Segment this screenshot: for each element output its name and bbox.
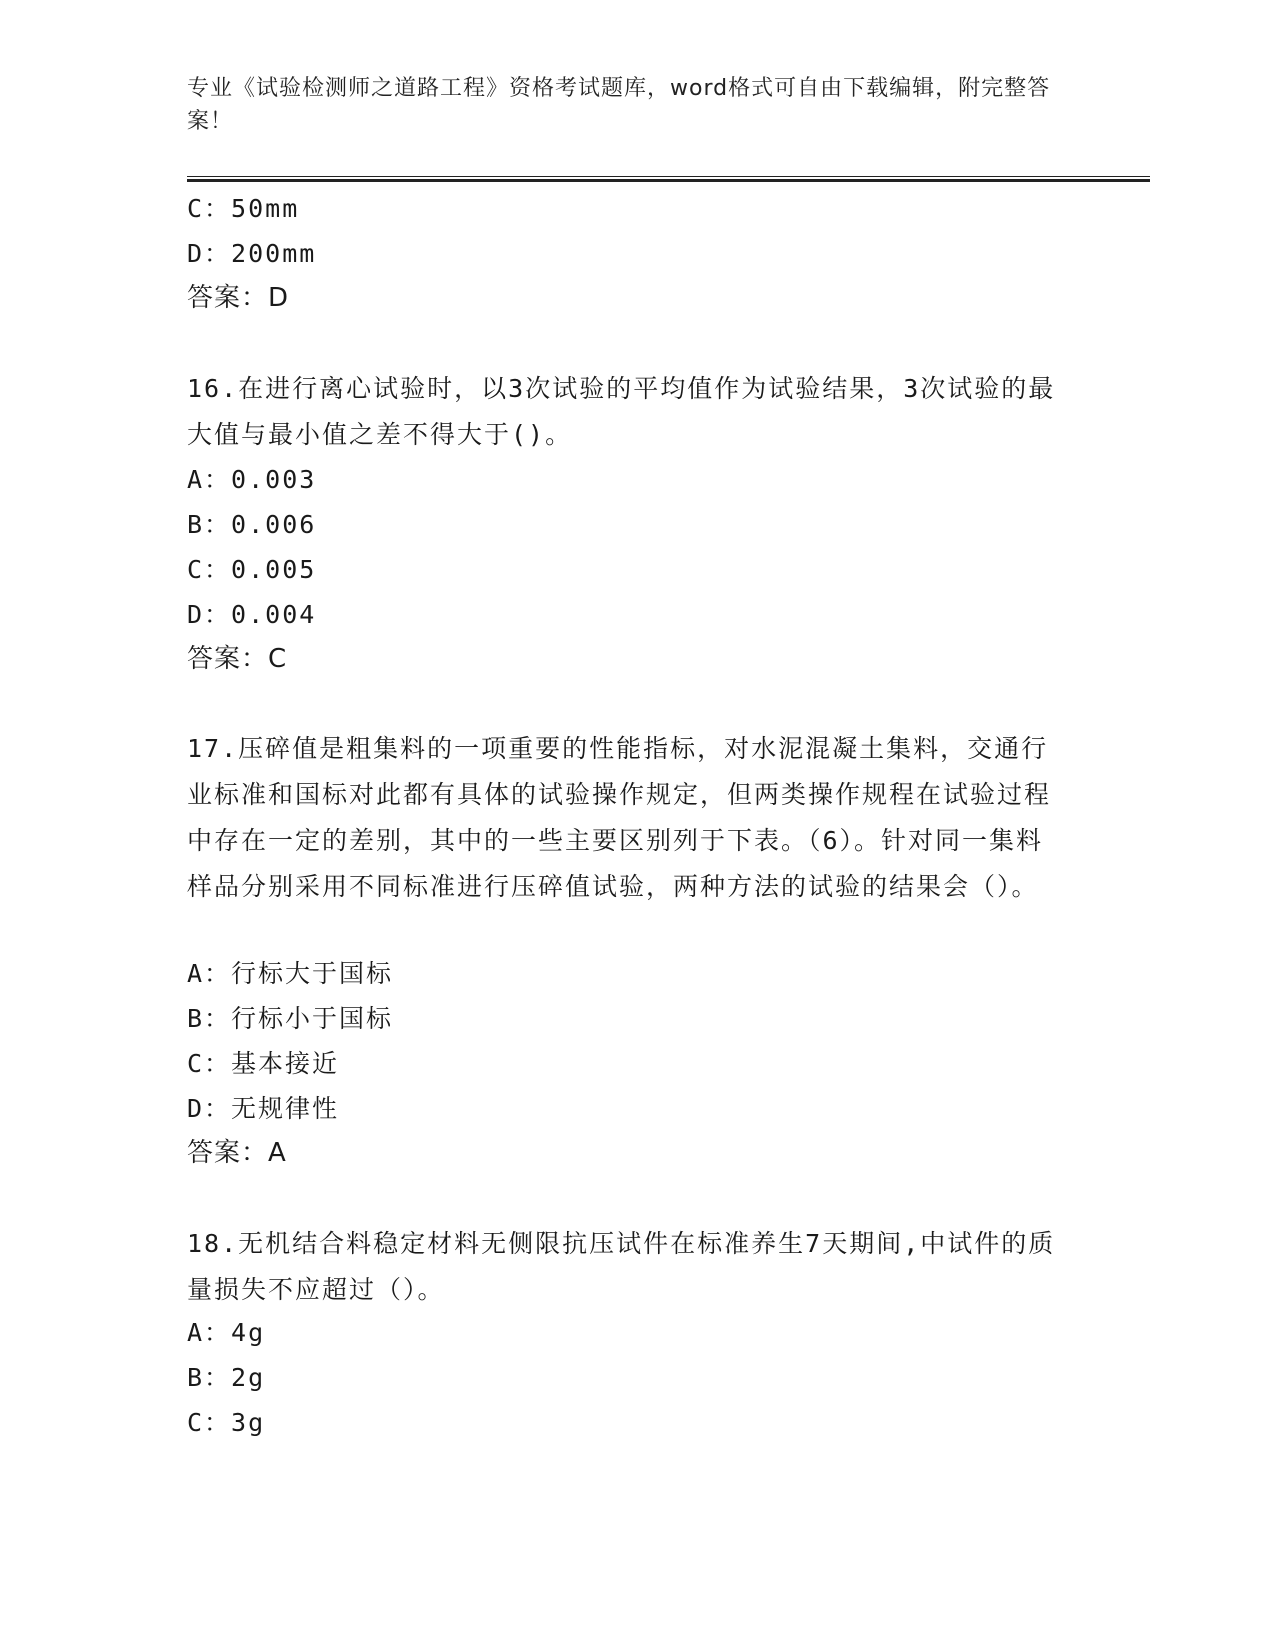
question-17-option-c: C：基本接近 xyxy=(187,1049,340,1078)
question-17-option-b: B：行标小于国标 xyxy=(187,1004,394,1033)
question-17-option-d: D：无规律性 xyxy=(187,1094,340,1123)
question-17-option-a: A：行标大于国标 xyxy=(187,959,394,988)
question-17-answer: 答案：A xyxy=(187,1138,287,1168)
option-c: C：50mm xyxy=(187,194,300,223)
question-16-stem: 16.在进行离心试验时，以3次试验的平均值作为试验结果，3次试验的最大值与最小值之差不得大于()。 xyxy=(187,374,1056,449)
header-rule-thick xyxy=(187,179,1150,182)
question-18-option-b: B：2g xyxy=(187,1363,266,1392)
question-18-stem: 18.无机结合料稳定材料无侧限抗压试件在标准养生7天期间,中试件的质量损失不应超过（）。 xyxy=(187,1229,1056,1304)
header-rule-thin xyxy=(187,176,1150,177)
document-header: 专业《试验检测师之道路工程》资格考试题库，word格式可自由下载编辑，附完整答案！ xyxy=(187,76,1051,134)
question-18-option-a: A：4g xyxy=(187,1318,266,1347)
question-16-option-a: A：0.003 xyxy=(187,465,317,494)
question-18-option-c: C：3g xyxy=(187,1408,266,1437)
question-17-stem: 17.压碎值是粗集料的一项重要的性能指标，对水泥混凝土集料，交通行业标准和国标对此都有具体的试验操作规定，但两类操作规程在试验过程中存在一定的差别，其中的一些主要区别列于下表。（6）。针对同一集料样品分别采用不同标准进行压碎值试验，两种方法的试验的结果会（）。 xyxy=(187,734,1052,901)
option-d: D：200mm xyxy=(187,239,317,268)
question-16-answer: 答案：C xyxy=(187,644,288,674)
question-16-option-c: C：0.005 xyxy=(187,555,317,584)
question-16-option-b: B：0.006 xyxy=(187,510,317,539)
question-16-option-d: D：0.004 xyxy=(187,600,317,629)
answer-line: 答案：D xyxy=(187,283,290,313)
